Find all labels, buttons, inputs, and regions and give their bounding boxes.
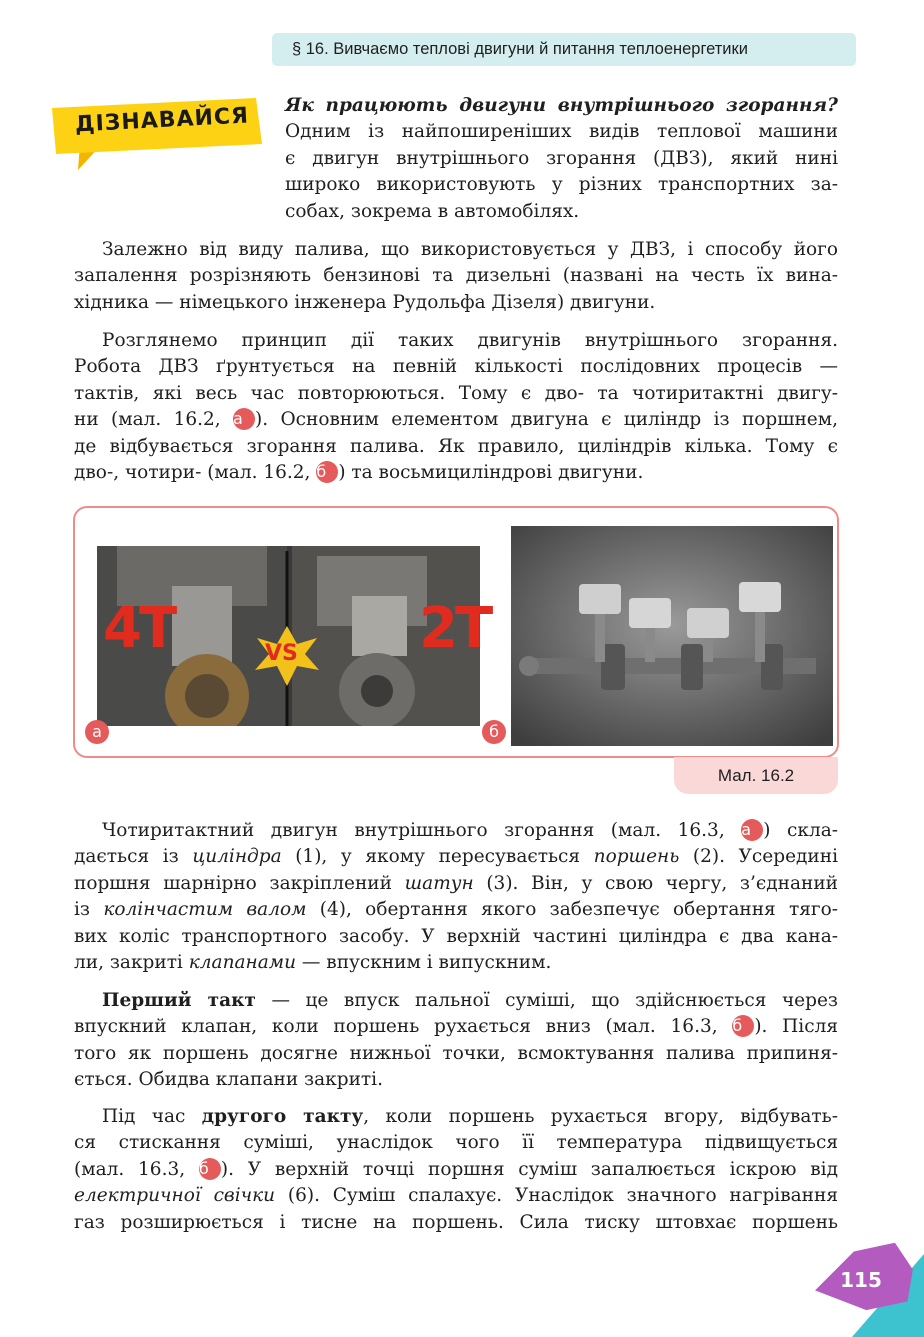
marker-a: а xyxy=(233,408,255,430)
text-line: Під час другого такту, коли поршень рухається вгору, відбувать- xyxy=(102,1106,838,1127)
text-line: дається із циліндра (1), у якому пересувається поршень (2). Усередині xyxy=(74,846,838,868)
text-line: Чотиритактний двигун внутрішнього згорання (мал. 16.3, а ) скла- xyxy=(102,820,838,841)
marker-b: б xyxy=(199,1158,221,1180)
engine-4t-vs-2t-photo xyxy=(97,526,491,744)
marker-b: б xyxy=(316,461,338,483)
text-line: із колінчастим валом (4), обертання якого забезпечує обертання тяго- xyxy=(74,899,839,921)
figure-caption: Мал. 16.2 xyxy=(674,757,838,794)
text-line: ни (мал. 16.2, а ). Основним елементом двигуна є циліндр із поршнем, xyxy=(74,409,839,431)
paragraph-principle xyxy=(74,328,838,486)
text-line: електричної свічки (6). Суміш спалахує. Унаслідок значного нагрівання xyxy=(74,1185,838,1207)
learn-banner xyxy=(50,96,265,176)
text-line: поршня шарнірно закріплений шатун (3). Він, у свою чергу, з’єднаний xyxy=(74,872,838,894)
text-line: вих коліс транспортного засобу. У верхній частині циліндра є два кана- xyxy=(74,925,838,947)
text-line: Перший такт — це впуск пальної суміші, що здійснюється через xyxy=(102,990,839,1011)
section-title: § 16. Вивчаємо теплові двигуни й питання теплоенергетики xyxy=(292,40,748,58)
figure-marker-b: б xyxy=(482,720,506,744)
text-line: ється. Обидва клапани закриті. xyxy=(74,1069,383,1091)
figure-16-2 xyxy=(73,506,839,758)
text-line: ся стискання суміші, унаслідок чого її температура підвищується xyxy=(74,1132,838,1154)
text-line: Розглянемо принцип дії таких двигунів внутрішнього згорання. xyxy=(102,330,838,351)
intro-line: є двигун внутрішнього згорання (ДВЗ), який нині xyxy=(285,147,838,169)
banner-label: ДІЗНАВАЙСЯ xyxy=(74,103,250,138)
text-line: хідника — німецького інженера Рудольфа Дізеля) двигуни. xyxy=(74,291,656,313)
paragraph-second-stroke xyxy=(74,1104,838,1236)
marker-b: б xyxy=(732,1015,754,1037)
intro-question: Як працюють двигуни внутрішнього згорання? xyxy=(285,95,838,116)
marker-a: а xyxy=(741,819,763,841)
text-line: Робота ДВЗ ґрунтується на певній кількості послідовних процесів — xyxy=(74,356,838,378)
text-line: впускний клапан, коли поршень рухається вниз (мал. 16.3, б ). Після xyxy=(74,1016,838,1038)
label-4t: 4T xyxy=(103,596,175,661)
page-number: 115 xyxy=(840,1268,882,1292)
paragraph-fuel-types xyxy=(74,237,838,316)
text-line: запалення розрізняють бензинові та дизельні (названі на честь їх вина- xyxy=(74,265,838,287)
intro-line: собах, зокрема в автомобілях. xyxy=(285,200,580,222)
intro-line: широко використовують у різних транспортних за- xyxy=(285,174,838,196)
paragraph-first-stroke xyxy=(74,988,838,1094)
text-line: (мал. 16.3, б ). У верхній точці поршня суміш запалюється іскрою від xyxy=(74,1158,838,1180)
text-line: де відбувається згорання палива. Як правило, циліндрів кілька. Тому є xyxy=(74,435,838,457)
text-line: Залежно від виду палива, що використовується у ДВЗ, і способу його xyxy=(102,239,838,260)
crankshaft-pistons-photo xyxy=(511,526,833,746)
label-vs: VS xyxy=(265,641,298,666)
intro-paragraph xyxy=(285,93,838,225)
text-line: ли, закриті клапанами — впускним і випускним. xyxy=(74,952,552,974)
text-line: дво-, чотири- (мал. 16.2, б ) та восьмициліндрові двигуни. xyxy=(74,462,644,484)
section-header xyxy=(272,33,856,66)
label-2t: 2T xyxy=(419,596,491,661)
paragraph-four-stroke xyxy=(74,818,838,976)
text-line: тактів, які весь час повторюються. Тому є дво- та чотиритактні двигу- xyxy=(74,382,838,404)
text-line: того як поршень досягне нижньої точки, всмоктування палива припиня- xyxy=(74,1042,838,1064)
intro-line: Одним із найпоширеніших видів теплової машини xyxy=(285,121,838,143)
text-line: газ розширюється і тисне на поршень. Сила тиску штовхає поршень xyxy=(74,1211,838,1233)
figure-marker-a: а xyxy=(85,720,109,744)
